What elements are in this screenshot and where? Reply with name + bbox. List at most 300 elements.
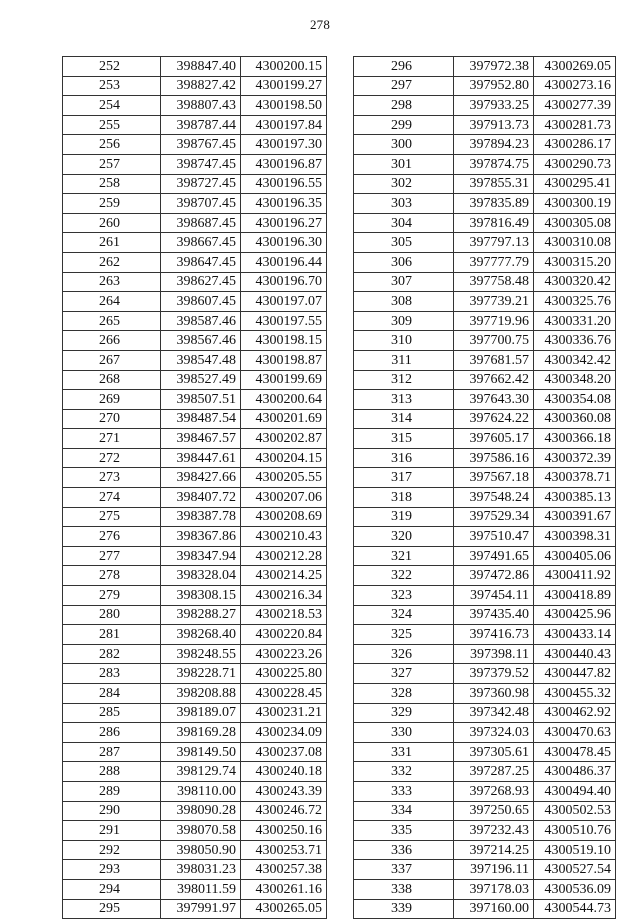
x-coordinate-cell: 397933.25 — [454, 96, 534, 116]
y-coordinate-cell: 4300199.27 — [241, 76, 327, 96]
point-number-cell: 331 — [354, 742, 454, 762]
table-row — [354, 507, 616, 527]
y-coordinate-cell: 4300544.73 — [534, 899, 616, 919]
table-row — [354, 860, 616, 880]
point-number-cell: 286 — [63, 723, 161, 743]
table-row — [354, 879, 616, 899]
y-coordinate-cell: 4300197.07 — [241, 292, 327, 312]
y-coordinate-cell: 4300197.55 — [241, 311, 327, 331]
point-number-cell: 288 — [63, 762, 161, 782]
y-coordinate-cell: 4300366.18 — [534, 429, 616, 449]
y-coordinate-cell: 4300199.69 — [241, 370, 327, 390]
y-coordinate-cell: 4300433.14 — [534, 625, 616, 645]
y-coordinate-cell: 4300277.39 — [534, 96, 616, 116]
table-row — [354, 821, 616, 841]
table-row — [63, 605, 327, 625]
point-number-cell: 278 — [63, 566, 161, 586]
point-number-cell: 329 — [354, 703, 454, 723]
y-coordinate-cell: 4300234.09 — [241, 723, 327, 743]
table-row — [63, 96, 327, 116]
y-coordinate-cell: 4300478.45 — [534, 742, 616, 762]
x-coordinate-cell: 397491.65 — [454, 546, 534, 566]
table-row — [63, 311, 327, 331]
x-coordinate-cell: 397991.97 — [161, 899, 241, 919]
point-number-cell: 277 — [63, 546, 161, 566]
x-coordinate-cell: 397681.57 — [454, 350, 534, 370]
point-number-cell: 258 — [63, 174, 161, 194]
point-number-cell: 301 — [354, 154, 454, 174]
point-number-cell: 337 — [354, 860, 454, 880]
point-number-cell: 317 — [354, 468, 454, 488]
table-row — [63, 507, 327, 527]
table-row — [354, 311, 616, 331]
point-number-cell: 309 — [354, 311, 454, 331]
y-coordinate-cell: 4300225.80 — [241, 664, 327, 684]
y-coordinate-cell: 4300196.27 — [241, 213, 327, 233]
x-coordinate-cell: 398090.28 — [161, 801, 241, 821]
point-number-cell: 318 — [354, 488, 454, 508]
point-number-cell: 293 — [63, 860, 161, 880]
y-coordinate-cell: 4300198.87 — [241, 350, 327, 370]
point-number-cell: 302 — [354, 174, 454, 194]
x-coordinate-cell: 398487.54 — [161, 409, 241, 429]
y-coordinate-cell: 4300462.92 — [534, 703, 616, 723]
x-coordinate-cell: 397305.61 — [454, 742, 534, 762]
table-row — [354, 546, 616, 566]
table-row — [354, 409, 616, 429]
x-coordinate-cell: 397454.11 — [454, 586, 534, 606]
point-number-cell: 263 — [63, 272, 161, 292]
y-coordinate-cell: 4300391.67 — [534, 507, 616, 527]
y-coordinate-cell: 4300220.84 — [241, 625, 327, 645]
table-row — [354, 390, 616, 410]
table-row — [354, 76, 616, 96]
x-coordinate-cell: 398228.71 — [161, 664, 241, 684]
x-coordinate-cell: 397548.24 — [454, 488, 534, 508]
point-number-cell: 265 — [63, 311, 161, 331]
point-number-cell: 271 — [63, 429, 161, 449]
y-coordinate-cell: 4300286.17 — [534, 135, 616, 155]
point-number-cell: 314 — [354, 409, 454, 429]
point-number-cell: 279 — [63, 586, 161, 606]
y-coordinate-cell: 4300196.70 — [241, 272, 327, 292]
x-coordinate-cell: 397758.48 — [454, 272, 534, 292]
point-number-cell: 313 — [354, 390, 454, 410]
x-coordinate-cell: 397324.03 — [454, 723, 534, 743]
y-coordinate-cell: 4300325.76 — [534, 292, 616, 312]
x-coordinate-cell: 398767.45 — [161, 135, 241, 155]
point-number-cell: 330 — [354, 723, 454, 743]
point-number-cell: 304 — [354, 213, 454, 233]
table-row — [63, 527, 327, 547]
table-row — [354, 840, 616, 860]
point-number-cell: 285 — [63, 703, 161, 723]
y-coordinate-cell: 4300470.63 — [534, 723, 616, 743]
y-coordinate-cell: 4300231.21 — [241, 703, 327, 723]
table-row — [354, 625, 616, 645]
table-row — [63, 860, 327, 880]
y-coordinate-cell: 4300342.42 — [534, 350, 616, 370]
table-row — [63, 331, 327, 351]
table-row — [354, 899, 616, 919]
table-row — [354, 429, 616, 449]
table-row — [63, 429, 327, 449]
coordinates-table-left — [62, 56, 327, 919]
table-row — [354, 488, 616, 508]
point-number-cell: 316 — [354, 448, 454, 468]
point-number-cell: 269 — [63, 390, 161, 410]
y-coordinate-cell: 4300295.41 — [534, 174, 616, 194]
table-row — [354, 664, 616, 684]
y-coordinate-cell: 4300411.92 — [534, 566, 616, 586]
x-coordinate-cell: 397586.16 — [454, 448, 534, 468]
y-coordinate-cell: 4300237.08 — [241, 742, 327, 762]
y-coordinate-cell: 4300273.16 — [534, 76, 616, 96]
table-row — [63, 448, 327, 468]
point-number-cell: 303 — [354, 194, 454, 214]
x-coordinate-cell: 398547.48 — [161, 350, 241, 370]
y-coordinate-cell: 4300440.43 — [534, 644, 616, 664]
table-row — [63, 566, 327, 586]
x-coordinate-cell: 398050.90 — [161, 840, 241, 860]
x-coordinate-cell: 398208.88 — [161, 684, 241, 704]
table-row — [63, 76, 327, 96]
x-coordinate-cell: 398308.15 — [161, 586, 241, 606]
table-row — [63, 546, 327, 566]
x-coordinate-cell: 397160.00 — [454, 899, 534, 919]
y-coordinate-cell: 4300310.08 — [534, 233, 616, 253]
point-number-cell: 256 — [63, 135, 161, 155]
y-coordinate-cell: 4300447.82 — [534, 664, 616, 684]
x-coordinate-cell: 397835.89 — [454, 194, 534, 214]
table-row — [354, 213, 616, 233]
y-coordinate-cell: 4300305.08 — [534, 213, 616, 233]
x-coordinate-cell: 397435.40 — [454, 605, 534, 625]
x-coordinate-cell: 398727.45 — [161, 174, 241, 194]
point-number-cell: 323 — [354, 586, 454, 606]
y-coordinate-cell: 4300536.09 — [534, 879, 616, 899]
y-coordinate-cell: 4300455.32 — [534, 684, 616, 704]
y-coordinate-cell: 4300210.43 — [241, 527, 327, 547]
y-coordinate-cell: 4300494.40 — [534, 781, 616, 801]
y-coordinate-cell: 4300197.30 — [241, 135, 327, 155]
point-number-cell: 300 — [354, 135, 454, 155]
y-coordinate-cell: 4300360.08 — [534, 409, 616, 429]
x-coordinate-cell: 398467.57 — [161, 429, 241, 449]
table-row — [63, 586, 327, 606]
x-coordinate-cell: 397894.23 — [454, 135, 534, 155]
x-coordinate-cell: 397643.30 — [454, 390, 534, 410]
point-number-cell: 261 — [63, 233, 161, 253]
y-coordinate-cell: 4300208.69 — [241, 507, 327, 527]
table-row — [354, 331, 616, 351]
point-number-cell: 295 — [63, 899, 161, 919]
x-coordinate-cell: 398687.45 — [161, 213, 241, 233]
table-row — [63, 272, 327, 292]
point-number-cell: 284 — [63, 684, 161, 704]
table-row — [354, 194, 616, 214]
y-coordinate-cell: 4300201.69 — [241, 409, 327, 429]
point-number-cell: 273 — [63, 468, 161, 488]
y-coordinate-cell: 4300354.08 — [534, 390, 616, 410]
table-row — [63, 644, 327, 664]
x-coordinate-cell: 398129.74 — [161, 762, 241, 782]
point-number-cell: 280 — [63, 605, 161, 625]
y-coordinate-cell: 4300196.87 — [241, 154, 327, 174]
x-coordinate-cell: 397398.11 — [454, 644, 534, 664]
table-row — [354, 762, 616, 782]
y-coordinate-cell: 4300257.38 — [241, 860, 327, 880]
table-row — [354, 468, 616, 488]
y-coordinate-cell: 4300223.26 — [241, 644, 327, 664]
point-number-cell: 259 — [63, 194, 161, 214]
point-number-cell: 272 — [63, 448, 161, 468]
table-row — [63, 762, 327, 782]
x-coordinate-cell: 398627.45 — [161, 272, 241, 292]
y-coordinate-cell: 4300372.39 — [534, 448, 616, 468]
point-number-cell: 332 — [354, 762, 454, 782]
x-coordinate-cell: 397816.49 — [454, 213, 534, 233]
point-number-cell: 289 — [63, 781, 161, 801]
table-row — [63, 781, 327, 801]
x-coordinate-cell: 398607.45 — [161, 292, 241, 312]
table-row — [354, 605, 616, 625]
y-coordinate-cell: 4300425.96 — [534, 605, 616, 625]
x-coordinate-cell: 397178.03 — [454, 879, 534, 899]
x-coordinate-cell: 398347.94 — [161, 546, 241, 566]
table-row — [354, 781, 616, 801]
point-number-cell: 306 — [354, 252, 454, 272]
table-row — [63, 252, 327, 272]
y-coordinate-cell: 4300315.20 — [534, 252, 616, 272]
y-coordinate-cell: 4300196.55 — [241, 174, 327, 194]
point-number-cell: 282 — [63, 644, 161, 664]
y-coordinate-cell: 4300196.30 — [241, 233, 327, 253]
table-row — [354, 350, 616, 370]
table-row — [63, 488, 327, 508]
point-number-cell: 308 — [354, 292, 454, 312]
x-coordinate-cell: 398149.50 — [161, 742, 241, 762]
point-number-cell: 255 — [63, 115, 161, 135]
x-coordinate-cell: 398587.46 — [161, 311, 241, 331]
table-row — [63, 390, 327, 410]
table-row — [354, 684, 616, 704]
x-coordinate-cell: 398527.49 — [161, 370, 241, 390]
point-number-cell: 266 — [63, 331, 161, 351]
table-row — [354, 448, 616, 468]
table-row — [63, 154, 327, 174]
x-coordinate-cell: 398567.46 — [161, 331, 241, 351]
x-coordinate-cell: 398647.45 — [161, 252, 241, 272]
point-number-cell: 276 — [63, 527, 161, 547]
x-coordinate-cell: 398268.40 — [161, 625, 241, 645]
table-row — [354, 723, 616, 743]
table-row — [354, 135, 616, 155]
x-coordinate-cell: 397605.17 — [454, 429, 534, 449]
point-number-cell: 335 — [354, 821, 454, 841]
y-coordinate-cell: 4300204.15 — [241, 448, 327, 468]
x-coordinate-cell: 397360.98 — [454, 684, 534, 704]
point-number-cell: 262 — [63, 252, 161, 272]
x-coordinate-cell: 397416.73 — [454, 625, 534, 645]
y-coordinate-cell: 4300519.10 — [534, 840, 616, 860]
point-number-cell: 315 — [354, 429, 454, 449]
x-coordinate-cell: 398189.07 — [161, 703, 241, 723]
point-number-cell: 275 — [63, 507, 161, 527]
table-row — [63, 664, 327, 684]
point-number-cell: 336 — [354, 840, 454, 860]
table-row — [63, 879, 327, 899]
table-row — [354, 644, 616, 664]
table-row — [63, 135, 327, 155]
table-row — [63, 174, 327, 194]
y-coordinate-cell: 4300196.35 — [241, 194, 327, 214]
point-number-cell: 274 — [63, 488, 161, 508]
x-coordinate-cell: 398011.59 — [161, 879, 241, 899]
y-coordinate-cell: 4300261.16 — [241, 879, 327, 899]
table-row — [354, 801, 616, 821]
y-coordinate-cell: 4300320.42 — [534, 272, 616, 292]
y-coordinate-cell: 4300200.15 — [241, 57, 327, 77]
table-row — [63, 468, 327, 488]
point-number-cell: 298 — [354, 96, 454, 116]
y-coordinate-cell: 4300281.73 — [534, 115, 616, 135]
point-number-cell: 324 — [354, 605, 454, 625]
y-coordinate-cell: 4300331.20 — [534, 311, 616, 331]
point-number-cell: 270 — [63, 409, 161, 429]
table-row — [354, 252, 616, 272]
x-coordinate-cell: 398507.51 — [161, 390, 241, 410]
point-number-cell: 264 — [63, 292, 161, 312]
table-row — [63, 292, 327, 312]
table-row — [63, 350, 327, 370]
table-row — [354, 174, 616, 194]
x-coordinate-cell: 398827.42 — [161, 76, 241, 96]
y-coordinate-cell: 4300250.16 — [241, 821, 327, 841]
x-coordinate-cell: 397196.11 — [454, 860, 534, 880]
point-number-cell: 294 — [63, 879, 161, 899]
x-coordinate-cell: 397232.43 — [454, 821, 534, 841]
y-coordinate-cell: 4300336.76 — [534, 331, 616, 351]
table-row — [63, 840, 327, 860]
x-coordinate-cell: 397287.25 — [454, 762, 534, 782]
y-coordinate-cell: 4300198.50 — [241, 96, 327, 116]
y-coordinate-cell: 4300200.64 — [241, 390, 327, 410]
x-coordinate-cell: 397567.18 — [454, 468, 534, 488]
x-coordinate-cell: 397777.79 — [454, 252, 534, 272]
table-row — [63, 370, 327, 390]
table-row — [63, 115, 327, 135]
y-coordinate-cell: 4300198.15 — [241, 331, 327, 351]
y-coordinate-cell: 4300300.19 — [534, 194, 616, 214]
x-coordinate-cell: 398747.45 — [161, 154, 241, 174]
x-coordinate-cell: 398387.78 — [161, 507, 241, 527]
x-coordinate-cell: 397700.75 — [454, 331, 534, 351]
point-number-cell: 320 — [354, 527, 454, 547]
point-number-cell: 307 — [354, 272, 454, 292]
point-number-cell: 327 — [354, 664, 454, 684]
x-coordinate-cell: 397268.93 — [454, 781, 534, 801]
table-row — [63, 899, 327, 919]
x-coordinate-cell: 397719.96 — [454, 311, 534, 331]
x-coordinate-cell: 398407.72 — [161, 488, 241, 508]
table-row — [354, 233, 616, 253]
table-row — [354, 527, 616, 547]
x-coordinate-cell: 397342.48 — [454, 703, 534, 723]
point-number-cell: 254 — [63, 96, 161, 116]
point-number-cell: 292 — [63, 840, 161, 860]
y-coordinate-cell: 4300486.37 — [534, 762, 616, 782]
coordinates-table-right — [353, 56, 616, 919]
point-number-cell: 321 — [354, 546, 454, 566]
table-row — [63, 57, 327, 77]
table-row — [354, 154, 616, 174]
table-row — [354, 292, 616, 312]
point-number-cell: 267 — [63, 350, 161, 370]
y-coordinate-cell: 4300246.72 — [241, 801, 327, 821]
point-number-cell: 326 — [354, 644, 454, 664]
y-coordinate-cell: 4300228.45 — [241, 684, 327, 704]
x-coordinate-cell: 398288.27 — [161, 605, 241, 625]
point-number-cell: 296 — [354, 57, 454, 77]
page-number: 278 — [309, 17, 331, 32]
x-coordinate-cell: 398447.61 — [161, 448, 241, 468]
x-coordinate-cell: 398070.58 — [161, 821, 241, 841]
x-coordinate-cell: 397874.75 — [454, 154, 534, 174]
point-number-cell: 290 — [63, 801, 161, 821]
x-coordinate-cell: 398248.55 — [161, 644, 241, 664]
point-number-cell: 283 — [63, 664, 161, 684]
y-coordinate-cell: 4300265.05 — [241, 899, 327, 919]
point-number-cell: 257 — [63, 154, 161, 174]
point-number-cell: 253 — [63, 76, 161, 96]
x-coordinate-cell: 397913.73 — [454, 115, 534, 135]
point-number-cell: 334 — [354, 801, 454, 821]
point-number-cell: 287 — [63, 742, 161, 762]
table-row — [354, 742, 616, 762]
table-row — [354, 586, 616, 606]
point-number-cell: 297 — [354, 76, 454, 96]
table-row — [63, 821, 327, 841]
y-coordinate-cell: 4300418.89 — [534, 586, 616, 606]
y-coordinate-cell: 4300348.20 — [534, 370, 616, 390]
point-number-cell: 305 — [354, 233, 454, 253]
point-number-cell: 312 — [354, 370, 454, 390]
y-coordinate-cell: 4300240.18 — [241, 762, 327, 782]
point-number-cell: 338 — [354, 879, 454, 899]
point-number-cell: 339 — [354, 899, 454, 919]
x-coordinate-cell: 398847.40 — [161, 57, 241, 77]
table-row — [63, 684, 327, 704]
table-row — [354, 272, 616, 292]
x-coordinate-cell: 397624.22 — [454, 409, 534, 429]
x-coordinate-cell: 398169.28 — [161, 723, 241, 743]
y-coordinate-cell: 4300243.39 — [241, 781, 327, 801]
y-coordinate-cell: 4300214.25 — [241, 566, 327, 586]
point-number-cell: 260 — [63, 213, 161, 233]
y-coordinate-cell: 4300269.05 — [534, 57, 616, 77]
x-coordinate-cell: 397379.52 — [454, 664, 534, 684]
table-row — [63, 723, 327, 743]
table-row — [354, 96, 616, 116]
table-row — [354, 57, 616, 77]
x-coordinate-cell: 397972.38 — [454, 57, 534, 77]
x-coordinate-cell: 397472.86 — [454, 566, 534, 586]
x-coordinate-cell: 398367.86 — [161, 527, 241, 547]
x-coordinate-cell: 397797.13 — [454, 233, 534, 253]
y-coordinate-cell: 4300405.06 — [534, 546, 616, 566]
table-row — [63, 801, 327, 821]
